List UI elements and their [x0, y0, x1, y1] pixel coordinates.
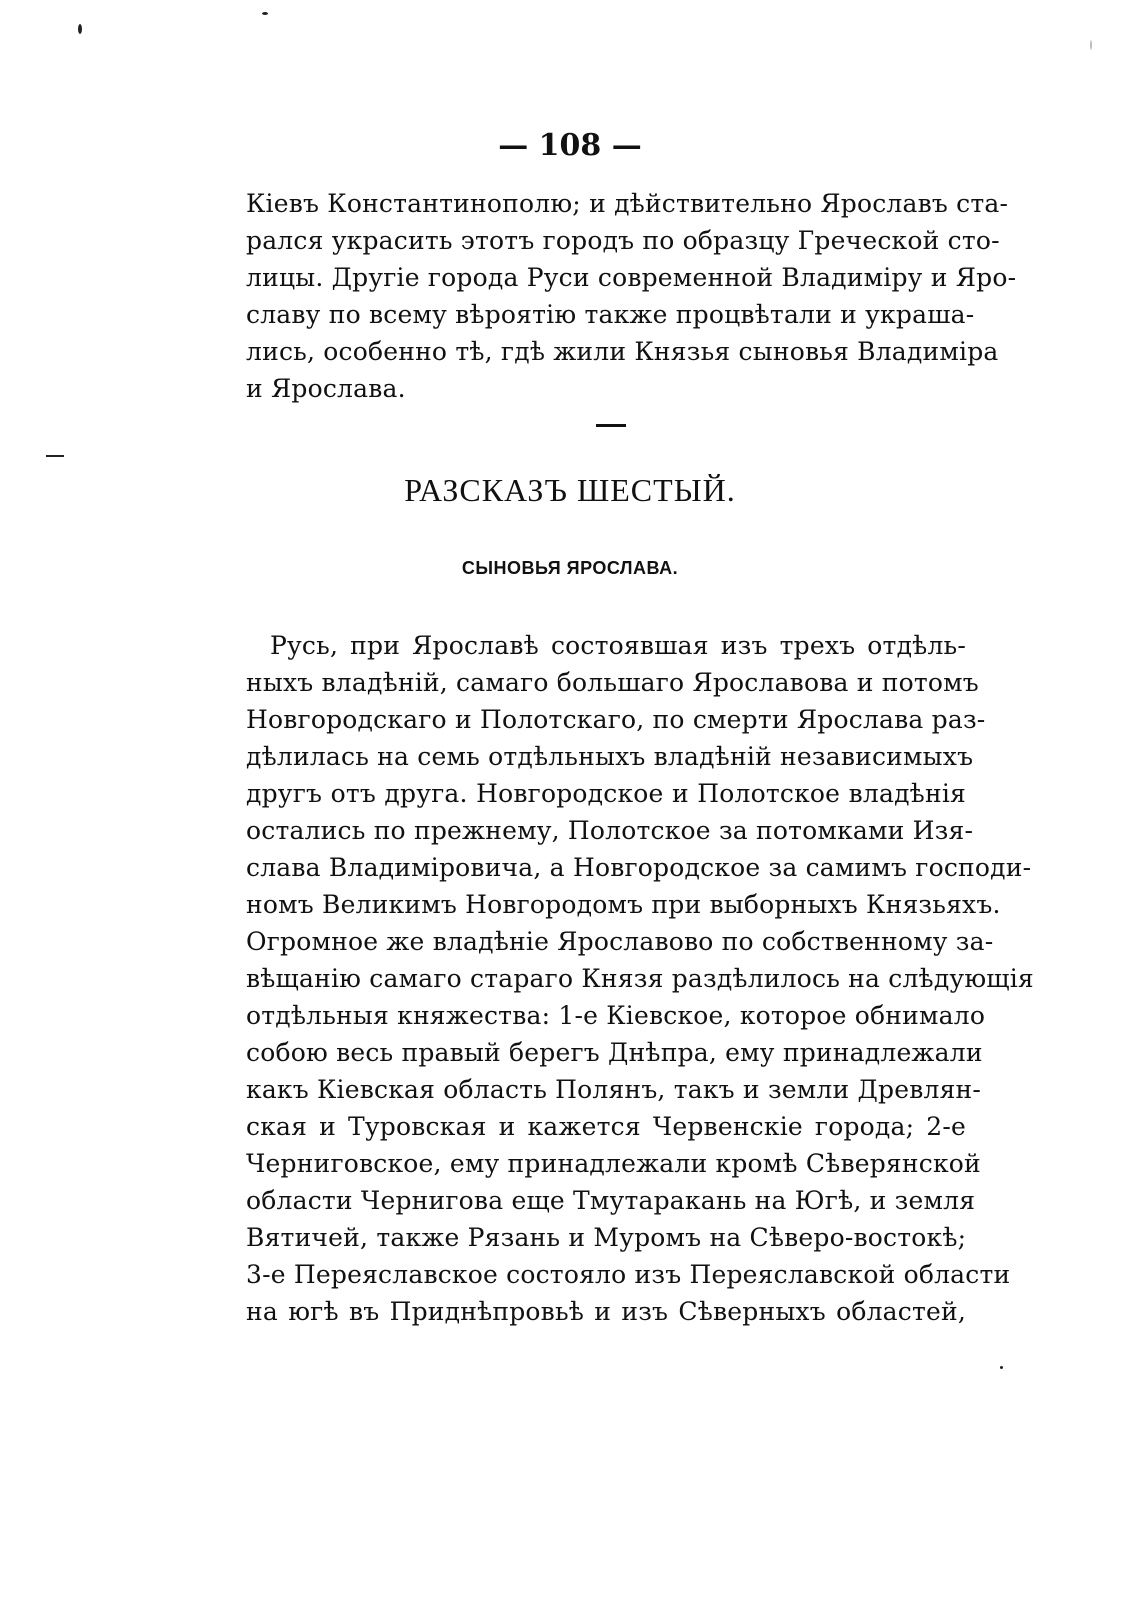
page-number: — 108 —: [498, 128, 642, 163]
text-line: на югѣ въ Приднѣпровьѣ и изъ Сѣверныхъ областей,: [246, 1297, 966, 1326]
text-line: Новгородскаго и Полотскаго, по смерти Ярослава раз-: [246, 705, 986, 734]
text-line: другъ отъ друга. Новгородское и Полотское владѣнія: [246, 779, 966, 808]
chapter-title: РАЗСКАЗЪ ШЕСТЫЙ.: [404, 472, 736, 508]
text-line: отдѣльныя княжества: 1-е Кіевское, которое обнимало: [246, 1001, 986, 1030]
text-line: рался украсить этотъ городъ по образцу Греческой сто-: [246, 226, 1000, 255]
text-line: лись, особенно тѣ, гдѣ жили Князья сыновья Владиміра: [246, 337, 999, 366]
text-line: собою весь правый берегъ Днѣпра, ему принадлежали: [246, 1038, 983, 1067]
chapter-subtitle: СЫНОВЬЯ ЯРОСЛАВА.: [461, 558, 679, 578]
scan-speck: [46, 455, 64, 457]
text-line: Вятичей, также Рязань и Муромъ на Сѣверо-востокѣ;: [246, 1223, 967, 1252]
text-line: остались по прежнему, Полотское за потомками Изя-: [246, 816, 974, 845]
text-line: Кіевъ Константинополю; и дѣйствительно Ярославъ ста-: [246, 189, 1009, 218]
scan-speck: [1000, 1366, 1003, 1369]
scan-speck: [262, 12, 268, 15]
text-line: номъ Великимъ Новгородомъ при выборныхъ Князьяхъ.: [246, 890, 1001, 919]
text-line: Русь, при Ярославѣ состоявшая изъ трехъ отдѣль-: [270, 631, 966, 660]
text-line: дѣлилась на семь отдѣльныхъ владѣній независимыхъ: [246, 742, 974, 771]
scan-speck: [1090, 40, 1092, 50]
text-line: и Ярослава.: [246, 374, 406, 403]
scan-speck: [78, 24, 82, 34]
text-line: какъ Кіевская область Полянъ, такъ и земли Древлян-: [246, 1075, 982, 1104]
text-line: 3-е Переяславское состояло изъ Переяславской области: [246, 1260, 1011, 1289]
text-line: ская и Туровская и кажется Червенскіе города; 2-е: [246, 1112, 966, 1141]
text-line: Огромное же владѣніе Ярославово по собственному за-: [246, 927, 994, 956]
text-line: слава Владиміровича, а Новгородское за самимъ господи-: [246, 853, 1032, 882]
section-separator: [596, 424, 626, 427]
text-line: Черниговское, ему принадлежали кромѣ Сѣверянской: [246, 1149, 981, 1178]
text-line: вѣщанію самаго стараго Князя раздѣлилось на слѣдующія: [246, 964, 1034, 993]
text-line: области Чернигова еще Тмутаракань на Югѣ, и земля: [246, 1186, 976, 1215]
text-line: славу по всему вѣроятію также процвѣтали и украша-: [246, 300, 975, 329]
text-line: ныхъ владѣній, самаго большаго Ярославова и потомъ: [246, 668, 979, 697]
text-line: лицы. Другіе города Руси современной Владиміру и Яро-: [246, 263, 1017, 292]
